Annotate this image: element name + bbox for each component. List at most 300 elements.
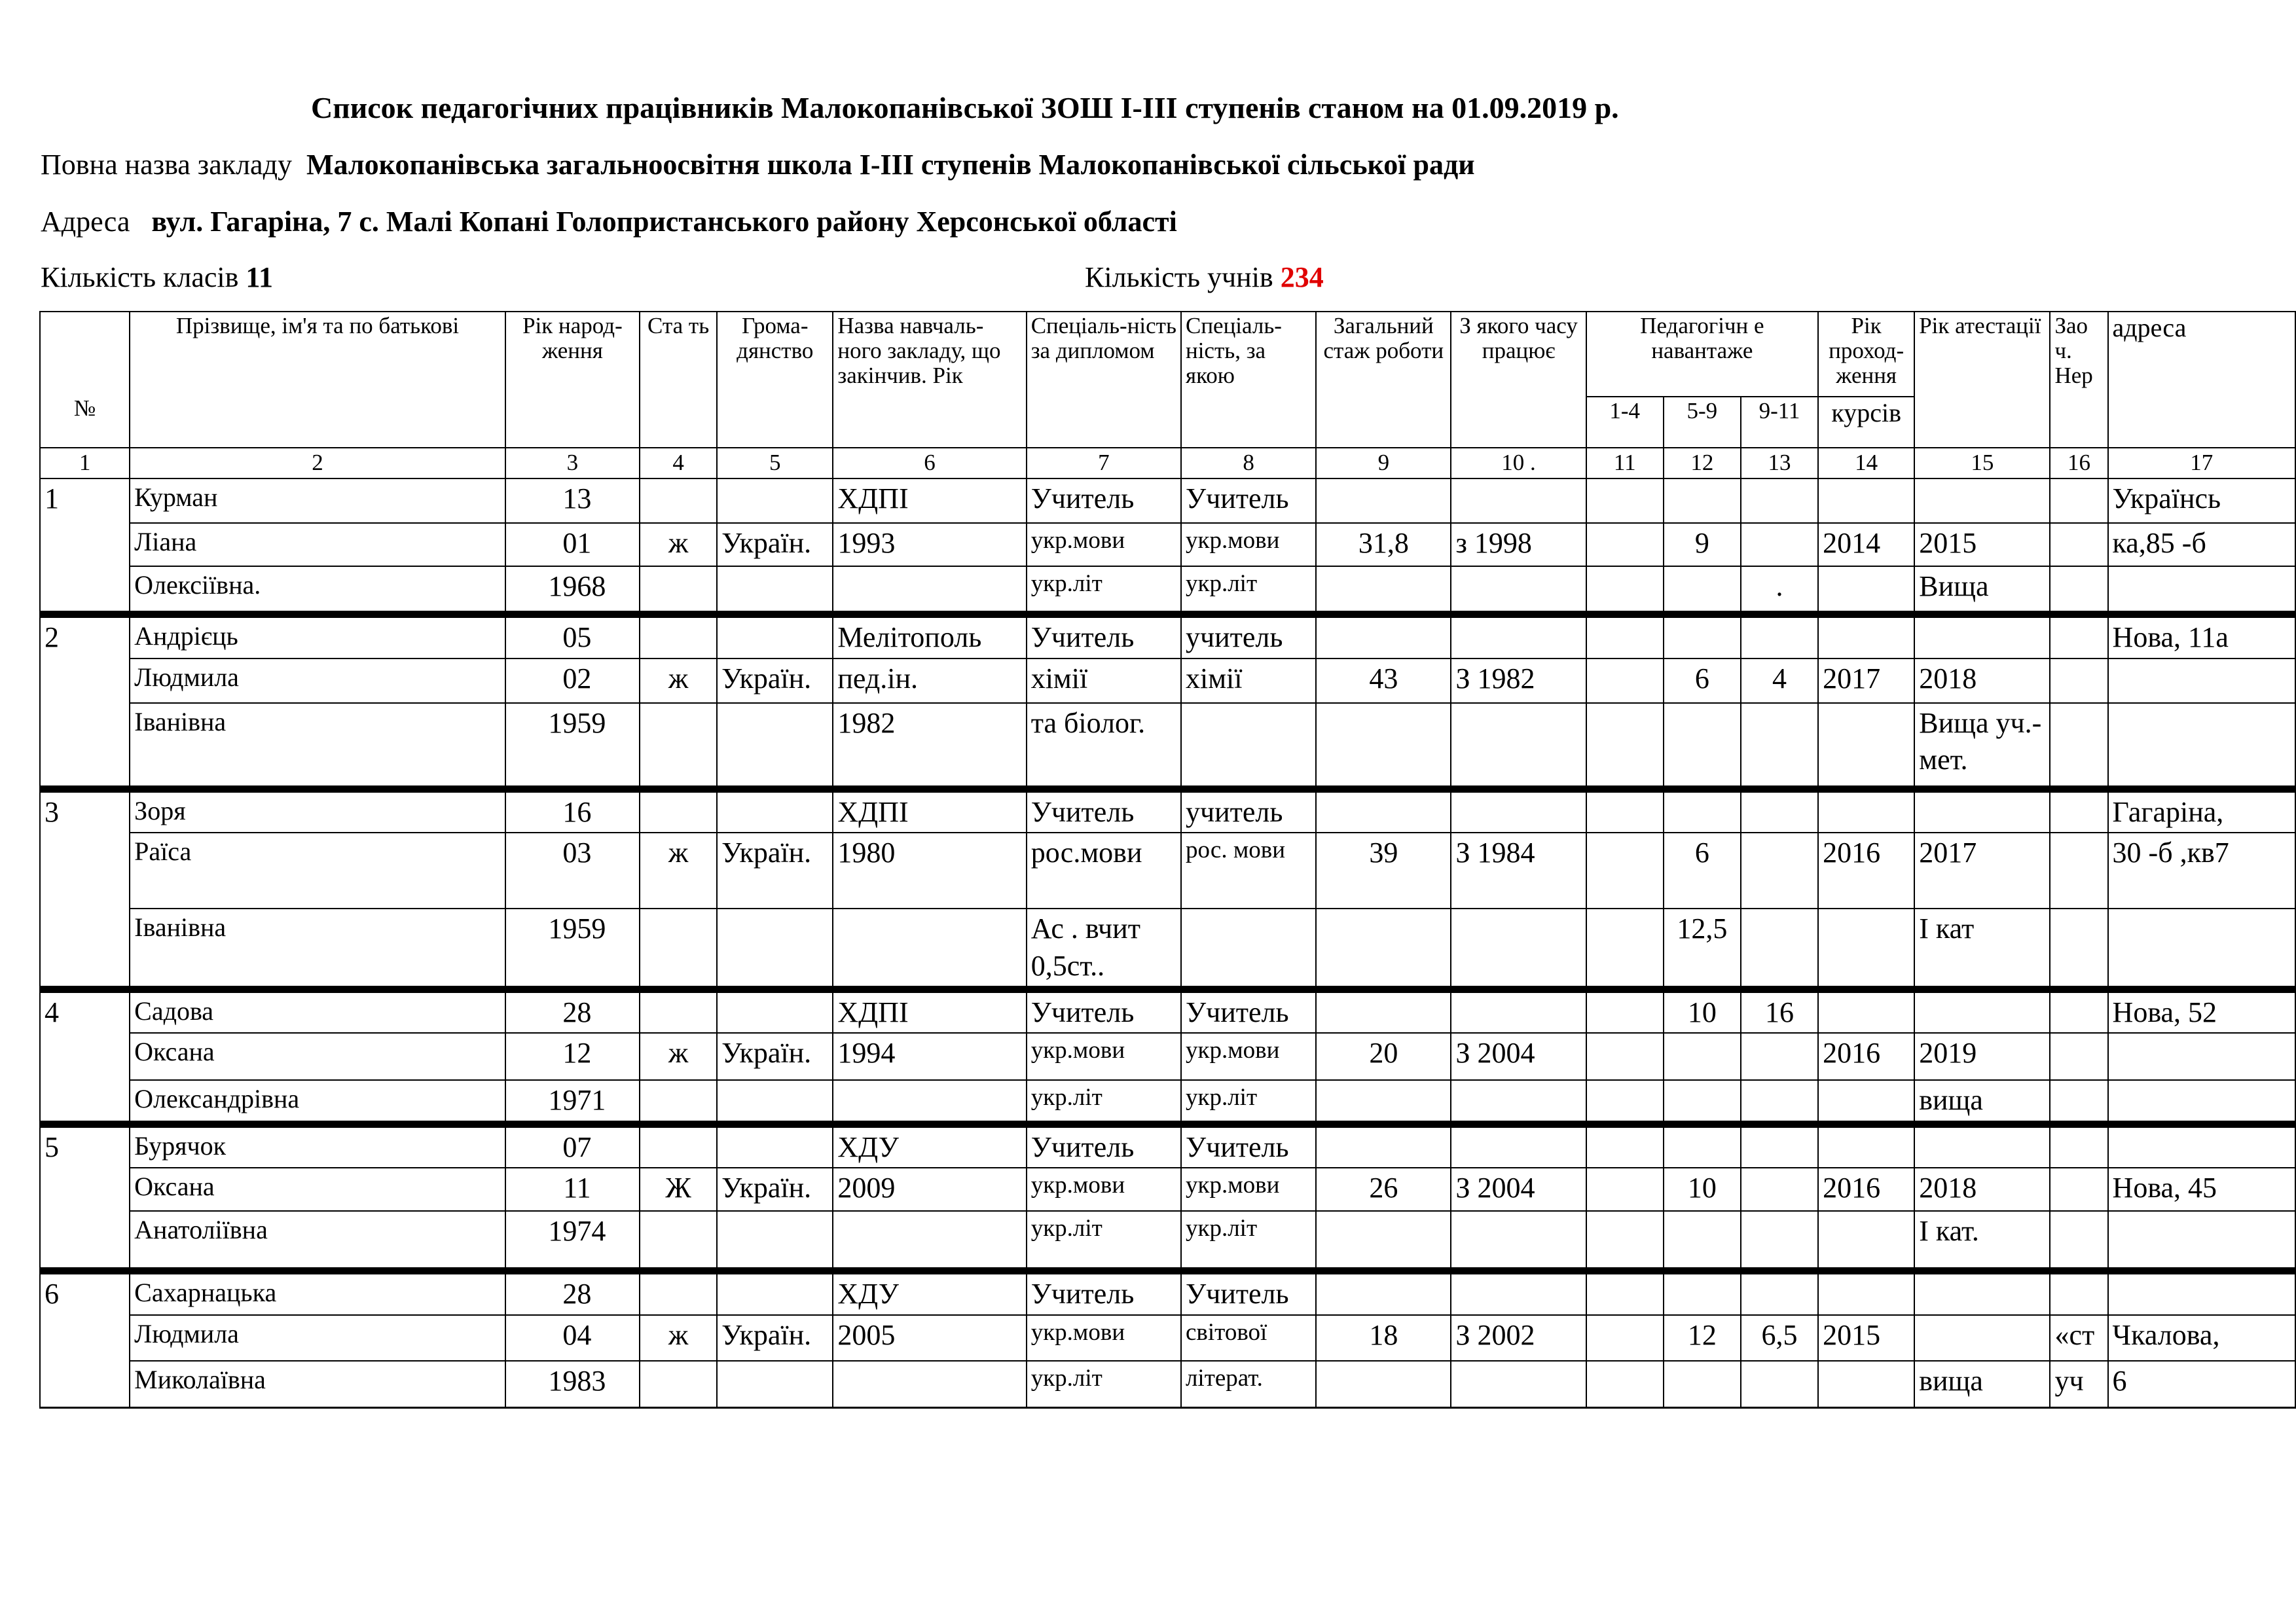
table-cell (1664, 1211, 1741, 1271)
table-cell: рос.мови (1027, 833, 1181, 909)
table-cell: 10 (1664, 990, 1741, 1034)
table-cell (40, 1361, 130, 1408)
table-cell: ж (640, 1315, 717, 1361)
table-cell: Олексіївна. (130, 566, 505, 615)
table-cell: рос. мови (1181, 833, 1316, 909)
document-title: Список педагогічних працівників Малокопанівської ЗОШ І-ІІІ ступенів станом на 01.09.2019 р. (311, 91, 1619, 124)
table-cell (640, 789, 717, 833)
address-value: вул. Гагаріна, 7 с. Малі Копані Голопристанського району Херсонської області (151, 206, 1177, 238)
table-cell (1914, 1124, 2050, 1168)
table-cell: Мелітополь (833, 615, 1026, 659)
table-row (40, 1211, 2295, 1271)
column-number: 4 (640, 448, 717, 478)
table-cell: Учитель (1027, 615, 1181, 659)
table-cell: 2005 (833, 1315, 1026, 1361)
table-cell: 2017 (1914, 833, 2050, 909)
table-cell (1664, 1361, 1741, 1408)
table-row (40, 1124, 2295, 1168)
table-cell: І кат (1914, 909, 2050, 989)
table-cell (1586, 659, 1664, 703)
table-cell: 13 (505, 478, 640, 523)
column-number: 12 (1664, 448, 1741, 478)
table-cell (717, 478, 833, 523)
address-line (41, 205, 1177, 238)
header-school: Назва навчаль-ного закладу, що закінчив. Рік (833, 312, 1026, 448)
table-cell: 12 (505, 1033, 640, 1080)
table-cell (1181, 909, 1316, 989)
table-cell: укр.літ (1027, 566, 1181, 615)
table-cell (1586, 1168, 1664, 1211)
table-cell: Гагаріна, (2108, 789, 2295, 833)
table-cell: Анатоліївна (130, 1211, 505, 1271)
table-cell: І кат. (1914, 1211, 2050, 1271)
table-cell (1818, 1080, 1914, 1124)
header-citizenship: Грома-дянство (717, 312, 833, 448)
table-cell (2108, 909, 2295, 989)
table-cell (2108, 659, 2295, 703)
table-cell: З 1982 (1451, 659, 1586, 703)
table-cell (2050, 703, 2107, 789)
table-cell (1586, 1080, 1664, 1124)
table-cell: укр.літ (1027, 1080, 1181, 1124)
table-row (40, 1033, 2295, 1080)
table-cell (1586, 566, 1664, 615)
table-cell (1741, 1211, 1818, 1271)
table-cell (1818, 1124, 1914, 1168)
table-cell (1181, 703, 1316, 789)
table-cell: 1968 (505, 566, 640, 615)
column-number: 13 (1741, 448, 1818, 478)
table-cell: Чкалова, (2108, 1315, 2295, 1361)
table-cell (40, 1315, 130, 1361)
table-cell: Оксана (130, 1033, 505, 1080)
table-cell (1451, 990, 1586, 1034)
column-number: 7 (1027, 448, 1181, 478)
table-cell: Миколаївна (130, 1361, 505, 1408)
table-cell: 2018 (1914, 659, 2050, 703)
header-name: Прізвище, ім'я та по батькові (130, 312, 505, 448)
header-load-5-9: 5-9 (1664, 397, 1741, 448)
table-cell (717, 1271, 833, 1315)
full-name-line (41, 148, 1475, 181)
table-cell: 30 -б ,кв7 (2108, 833, 2295, 909)
table-cell: 2016 (1818, 1168, 1914, 1211)
table-cell (1741, 523, 1818, 566)
table-cell (1818, 1211, 1914, 1271)
table-cell (1316, 1361, 1451, 1408)
table-cell: ХДПІ (833, 990, 1026, 1034)
table-cell (2050, 1124, 2107, 1168)
table-cell: 39 (1316, 833, 1451, 909)
table-cell (1664, 789, 1741, 833)
table-cell (1818, 990, 1914, 1034)
table-cell (2050, 659, 2107, 703)
table-cell (640, 909, 717, 989)
table-cell: з 1998 (1451, 523, 1586, 566)
table-cell (2050, 909, 2107, 989)
table-cell: 12,5 (1664, 909, 1741, 989)
table-cell (1818, 909, 1914, 989)
table-cell (1316, 909, 1451, 989)
table-cell: 1980 (833, 833, 1026, 909)
table-cell: укр.мови (1181, 1168, 1316, 1211)
table-cell (2050, 615, 2107, 659)
table-cell (1586, 1271, 1664, 1315)
table-cell (40, 1080, 130, 1124)
pupils-count-value: 234 (1280, 261, 1324, 293)
table-cell (1818, 478, 1914, 523)
table-cell (1664, 703, 1741, 789)
table-cell (640, 990, 717, 1034)
table-cell (1741, 1361, 1818, 1408)
table-cell (40, 1033, 130, 1080)
table-cell: Нова, 52 (2108, 990, 2295, 1034)
table-cell (1586, 615, 1664, 659)
table-cell: 02 (505, 659, 640, 703)
column-number: 2 (130, 448, 505, 478)
table-cell (1664, 615, 1741, 659)
table-cell: Україн. (717, 1315, 833, 1361)
table-cell: хімії (1027, 659, 1181, 703)
table-cell: Україн. (717, 523, 833, 566)
table-cell (833, 1361, 1026, 1408)
header-load: Педагогічн е навантаже (1586, 312, 1818, 397)
table-cell (1741, 789, 1818, 833)
table-cell: 03 (505, 833, 640, 909)
table-cell: укр.літ (1181, 1211, 1316, 1271)
table-cell (1741, 615, 1818, 659)
table-cell (1586, 990, 1664, 1034)
table-cell (717, 1080, 833, 1124)
table-cell: 9 (1664, 523, 1741, 566)
table-cell: ХДПІ (833, 789, 1026, 833)
table-cell: 07 (505, 1124, 640, 1168)
table-cell (40, 1168, 130, 1211)
table-cell (1741, 1033, 1818, 1080)
table-cell (717, 1211, 833, 1271)
table-cell: Учитель (1027, 990, 1181, 1034)
column-number: 17 (2108, 448, 2295, 478)
table-cell (2108, 1271, 2295, 1315)
table-cell (1451, 703, 1586, 789)
table-cell: 16 (1741, 990, 1818, 1034)
table-cell (1741, 1124, 1818, 1168)
table-cell: З 2004 (1451, 1168, 1586, 1211)
table-cell (640, 1211, 717, 1271)
table-cell: 6,5 (1741, 1315, 1818, 1361)
table-cell: ка,85 -б (2108, 523, 2295, 566)
table-cell (1451, 909, 1586, 989)
table-row (40, 833, 2295, 909)
table-cell (717, 990, 833, 1034)
table-cell: 2018 (1914, 1168, 2050, 1211)
header-attestation: Рік атестації (1914, 312, 2050, 448)
table-cell: 5 (40, 1124, 130, 1168)
table-cell: 31,8 (1316, 523, 1451, 566)
table-cell (1586, 833, 1664, 909)
table-cell (717, 615, 833, 659)
table-cell: Ліана (130, 523, 505, 566)
table-cell: 1959 (505, 909, 640, 989)
table-cell: укр.мови (1027, 523, 1181, 566)
table-cell (1451, 1211, 1586, 1271)
table-cell: 1994 (833, 1033, 1026, 1080)
table-cell: ХДПІ (833, 478, 1026, 523)
table-cell: 04 (505, 1315, 640, 1361)
table-cell (1818, 703, 1914, 789)
header-load-9-11: 9-11 (1741, 397, 1818, 448)
full-name-label: Повна назва закладу (41, 149, 292, 181)
table-row (40, 1315, 2295, 1361)
header-courses: курсів (1818, 397, 1914, 448)
table-cell (1914, 615, 2050, 659)
table-cell: Учитель (1027, 478, 1181, 523)
table-row (40, 909, 2295, 989)
table-cell: 4 (40, 990, 130, 1034)
header-birth: Рік народ-ження (505, 312, 640, 448)
table-cell: укр.літ (1181, 1080, 1316, 1124)
table-cell (833, 1211, 1026, 1271)
table-cell (1451, 1124, 1586, 1168)
column-number: 6 (833, 448, 1026, 478)
table-cell (2108, 1124, 2295, 1168)
table-cell: 26 (1316, 1168, 1451, 1211)
table-cell (40, 1211, 130, 1271)
table-cell: 2016 (1818, 1033, 1914, 1080)
table-cell: Іванівна (130, 703, 505, 789)
table-cell: Оксана (130, 1168, 505, 1211)
table-cell (1451, 789, 1586, 833)
table-cell: Ж (640, 1168, 717, 1211)
table-cell (1586, 1033, 1664, 1080)
table-cell (40, 833, 130, 909)
column-number: 3 (505, 448, 640, 478)
table-cell: 05 (505, 615, 640, 659)
table-cell (717, 566, 833, 615)
table-cell: світової (1181, 1315, 1316, 1361)
table-cell: Україн. (717, 1033, 833, 1080)
table-cell: Учитель (1181, 1271, 1316, 1315)
column-number: 14 (1818, 448, 1914, 478)
table-cell: літерат. (1181, 1361, 1316, 1408)
table-cell: 01 (505, 523, 640, 566)
table-cell: Бурячок (130, 1124, 505, 1168)
table-cell (640, 1361, 717, 1408)
table-cell (1818, 789, 1914, 833)
table-cell (1818, 1361, 1914, 1408)
table-cell: З 2004 (1451, 1033, 1586, 1080)
table-cell (717, 1361, 833, 1408)
table-cell: Ас . вчит 0,5ст.. (1027, 909, 1181, 989)
column-number: 11 (1586, 448, 1664, 478)
table-row (40, 566, 2295, 615)
table-cell: 2017 (1818, 659, 1914, 703)
table-cell: З 1984 (1451, 833, 1586, 909)
table-cell (1586, 1124, 1664, 1168)
table-cell: Україн. (717, 1168, 833, 1211)
table-cell (40, 659, 130, 703)
table-cell (2050, 1168, 2107, 1211)
table-row (40, 1271, 2295, 1315)
table-cell (1316, 1124, 1451, 1168)
header-spec-diploma: Спеціаль-ність за дипломом (1027, 312, 1181, 448)
table-row (40, 523, 2295, 566)
table-row (40, 990, 2295, 1034)
table-cell: Українсь (2108, 478, 2295, 523)
table-cell: Людмила (130, 659, 505, 703)
table-cell (1316, 1211, 1451, 1271)
table-cell: укр.мови (1027, 1033, 1181, 1080)
table-cell: Учитель (1181, 990, 1316, 1034)
table-cell (1451, 478, 1586, 523)
header-experience: Загальний стаж роботи (1316, 312, 1451, 448)
table-cell (2108, 703, 2295, 789)
table-row (40, 659, 2295, 703)
table-cell (2050, 990, 2107, 1034)
table-cell (1914, 1315, 2050, 1361)
table-cell: 2015 (1818, 1315, 1914, 1361)
table-cell (1586, 789, 1664, 833)
table-cell: ж (640, 659, 717, 703)
table-cell (2050, 566, 2107, 615)
table-cell (2050, 833, 2107, 909)
table-cell (1664, 1033, 1741, 1080)
table-cell: Раїса (130, 833, 505, 909)
table-cell (640, 566, 717, 615)
table-cell (1586, 1211, 1664, 1271)
table-cell: 1974 (505, 1211, 640, 1271)
table-cell: 2 (40, 615, 130, 659)
table-cell (1741, 1271, 1818, 1315)
table-cell (717, 909, 833, 989)
table-cell (40, 523, 130, 566)
pupils-count-label: Кількість учнів (1085, 261, 1273, 293)
table-cell: Курман (130, 478, 505, 523)
table-cell (1316, 1271, 1451, 1315)
pupils-count-line (1085, 261, 1324, 294)
table-cell (40, 909, 130, 989)
table-cell: 2014 (1818, 523, 1914, 566)
table-cell (40, 566, 130, 615)
table-cell (2050, 789, 2107, 833)
table-cell (640, 703, 717, 789)
table-cell (1316, 566, 1451, 615)
column-number: 16 (2050, 448, 2107, 478)
table-cell (1818, 1271, 1914, 1315)
table-cell: Нова, 45 (2108, 1168, 2295, 1211)
table-cell (2108, 1211, 2295, 1271)
table-cell: ХДУ (833, 1271, 1026, 1315)
table-cell: вища (1914, 1361, 2050, 1408)
table-cell (1818, 566, 1914, 615)
table-cell (1586, 703, 1664, 789)
table-cell (2108, 1033, 2295, 1080)
table-cell: 1 (40, 478, 130, 523)
column-number: 10 . (1451, 448, 1586, 478)
table-cell (2050, 523, 2107, 566)
table-cell: 11 (505, 1168, 640, 1211)
table-cell (1451, 566, 1586, 615)
table-cell: Учитель (1027, 789, 1181, 833)
table-cell: 28 (505, 1271, 640, 1315)
table-cell (640, 1080, 717, 1124)
table-cell: 2019 (1914, 1033, 2050, 1080)
table-cell (640, 1271, 717, 1315)
table-cell (833, 909, 1026, 989)
table-cell: укр.літ (1027, 1211, 1181, 1271)
table-cell (1451, 1361, 1586, 1408)
table-cell (1316, 615, 1451, 659)
table-cell: Андрієць (130, 615, 505, 659)
column-number: 1 (40, 448, 130, 478)
table-cell (1451, 615, 1586, 659)
table-cell: 18 (1316, 1315, 1451, 1361)
table-cell: 4 (1741, 659, 1818, 703)
table-cell (1914, 990, 2050, 1034)
table-cell (1316, 990, 1451, 1034)
table-cell (1316, 789, 1451, 833)
table-cell: ж (640, 523, 717, 566)
table-row (40, 478, 2295, 523)
column-number: 5 (717, 448, 833, 478)
table-cell (640, 478, 717, 523)
table-cell: 6 (2108, 1361, 2295, 1408)
table-cell: З 2002 (1451, 1315, 1586, 1361)
table-cell (1664, 1271, 1741, 1315)
column-numbers-row (40, 448, 2295, 478)
table-cell (2108, 1080, 2295, 1124)
classes-count-value: 11 (246, 261, 273, 293)
table-row (40, 615, 2295, 659)
table-cell: 10 (1664, 1168, 1741, 1211)
table-header-row (40, 312, 2295, 397)
table-cell (717, 703, 833, 789)
table-cell (2050, 1033, 2107, 1080)
table-cell: ж (640, 1033, 717, 1080)
full-name-value: Малокопанівська загальноосвітня школа І-ІІІ ступенів Малокопанівської сільської ради (306, 149, 1475, 181)
table-cell: 20 (1316, 1033, 1451, 1080)
table-cell: 6 (1664, 659, 1741, 703)
table-cell (2050, 1080, 2107, 1124)
table-cell: 3 (40, 789, 130, 833)
table-cell: укр.мови (1027, 1168, 1181, 1211)
table-cell (1914, 478, 2050, 523)
table-cell (717, 789, 833, 833)
table-cell: Вища уч.-мет. (1914, 703, 2050, 789)
table-cell (833, 1080, 1026, 1124)
table-cell (1664, 1080, 1741, 1124)
table-row (40, 789, 2295, 833)
header-address: адреса (2108, 312, 2295, 448)
table-cell (1914, 789, 2050, 833)
table-cell (1586, 1361, 1664, 1408)
table-cell (1741, 1168, 1818, 1211)
table-cell: 2016 (1818, 833, 1914, 909)
table-cell: 28 (505, 990, 640, 1034)
table-cell: Нова, 11а (2108, 615, 2295, 659)
table-cell (1741, 833, 1818, 909)
table-cell: уч (2050, 1361, 2107, 1408)
table-cell (1451, 1080, 1586, 1124)
table-cell: укр.мови (1027, 1315, 1181, 1361)
table-cell: 2015 (1914, 523, 2050, 566)
column-number: 9 (1316, 448, 1451, 478)
table-cell (1914, 1271, 2050, 1315)
table-cell (833, 566, 1026, 615)
table-cell: Учитель (1027, 1271, 1181, 1315)
table-cell: 6 (1664, 833, 1741, 909)
table-cell: 1982 (833, 703, 1026, 789)
